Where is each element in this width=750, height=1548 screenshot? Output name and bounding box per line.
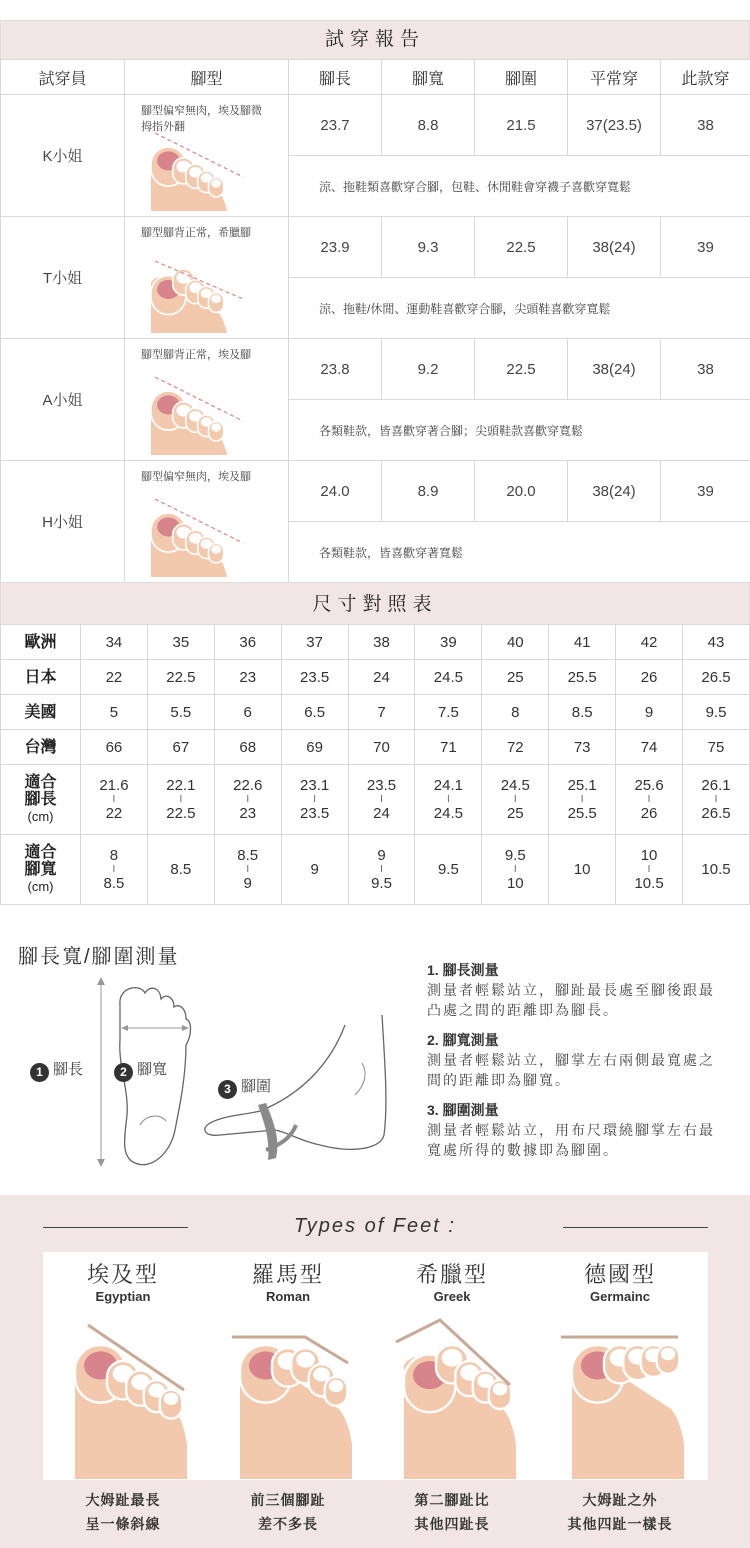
toe-line-icon <box>155 247 275 307</box>
header-this-size: 此款穿 <box>661 60 750 95</box>
label-length-text: 腳長 <box>53 1061 84 1078</box>
fit-value: 9 <box>281 835 348 905</box>
fit-range <box>348 765 415 835</box>
fit-label-unit: (cm) <box>27 879 54 894</box>
this-size: 38 <box>661 339 750 400</box>
foot-type-cell <box>125 339 289 461</box>
foot-width: 9.2 <box>382 339 475 400</box>
tester-name: K小姐 <box>1 95 125 217</box>
range-separator: I <box>714 793 718 805</box>
range-max: 9.5 <box>371 874 392 892</box>
range-min: 24.1 <box>433 776 463 794</box>
number-3-icon: 3 <box>218 1080 237 1099</box>
fit-value: 8.5 <box>147 835 214 905</box>
foot-type-text: 腳型偏窄無肉，埃及腳微拇指外翻 <box>141 105 262 133</box>
header-foot-type: 腳型 <box>125 60 289 95</box>
size-value: 26.5 <box>683 660 750 695</box>
foot-length: 23.9 <box>289 217 382 278</box>
foot-type-illustration <box>75 1345 187 1484</box>
type-name-zh: 希臘型 <box>415 1262 488 1287</box>
step-length-text: 測量者輕鬆站立，腳趾最長處至腳後跟最凸處之間的距離即為腳長。 <box>427 982 715 1018</box>
size-value: 9 <box>616 695 683 730</box>
foot-type-roman <box>208 1262 368 1306</box>
header-girth: 腳圍 <box>475 60 568 95</box>
usual-size: 38(24) <box>568 217 661 278</box>
trial-note: 各類鞋款，皆喜歡穿著合腳；尖頭鞋款喜歡穿寬鬆 <box>289 400 750 461</box>
tester-name: A小姐 <box>1 339 125 461</box>
size-value: 26 <box>616 660 683 695</box>
header-usual-size: 平常穿 <box>568 60 661 95</box>
types-title: Types of Feet : <box>294 1215 456 1237</box>
range-separator: I <box>647 793 651 805</box>
fit-range <box>214 835 281 905</box>
foot-type-cell <box>125 461 289 583</box>
range-min: 22.6 <box>233 776 263 794</box>
range-min: 25.1 <box>567 776 597 794</box>
range-separator: I <box>246 863 250 875</box>
type-desc-line2: 其他四趾長 <box>414 1516 490 1532</box>
size-value: 75 <box>683 730 750 765</box>
range-min: 23.1 <box>300 776 330 794</box>
size-value: 43 <box>683 625 750 660</box>
header-tester: 試穿員 <box>1 60 125 95</box>
size-value: 9.5 <box>683 695 750 730</box>
size-value: 24 <box>348 660 415 695</box>
this-size: 39 <box>661 217 750 278</box>
range-separator: I <box>179 793 183 805</box>
size-value: 68 <box>214 730 281 765</box>
trial-row <box>1 95 750 156</box>
fit-row-label <box>1 765 81 835</box>
type-name-en: Germainc <box>590 1289 650 1304</box>
range-max: 8.5 <box>103 874 125 892</box>
type-description <box>372 1488 532 1536</box>
usual-size: 38(24) <box>568 339 661 400</box>
size-value: 23.5 <box>281 660 348 695</box>
range-max: 22 <box>105 804 123 822</box>
foot-type-egyptian <box>43 1262 203 1306</box>
size-row <box>1 730 750 765</box>
measure-title: 腳長寬/腳圍測量 <box>18 946 180 968</box>
type-desc-line2: 差不多長 <box>258 1516 318 1532</box>
size-value: 36 <box>214 625 281 660</box>
foot-type-illustration <box>572 1345 684 1484</box>
size-value: 74 <box>616 730 683 765</box>
type-desc-line2: 其他四趾一樣長 <box>567 1516 673 1532</box>
label-width-text: 腳寬 <box>137 1061 168 1078</box>
foot-type-illustration <box>240 1345 352 1484</box>
type-desc-line2: 呈一條斜線 <box>85 1516 161 1532</box>
range-separator: I <box>647 863 651 875</box>
size-row <box>1 660 750 695</box>
range-min: 26.1 <box>701 776 731 794</box>
fit-range <box>281 765 348 835</box>
fit-label-line1: 適合 <box>24 774 57 791</box>
fit-length-row <box>1 765 750 835</box>
range-min: 9.5 <box>504 846 526 864</box>
foot-length: 23.8 <box>289 339 382 400</box>
trial-report-title: 試穿報告 <box>0 20 750 60</box>
fit-range <box>616 765 683 835</box>
size-value: 67 <box>147 730 214 765</box>
fit-range <box>415 765 482 835</box>
type-name-zh: 埃及型 <box>86 1262 159 1287</box>
size-value: 22.5 <box>147 660 214 695</box>
foot-type-text: 腳型腳背正常，埃及腳 <box>141 349 251 361</box>
trial-row <box>1 217 750 278</box>
size-row-label: 美國 <box>1 695 81 730</box>
foot-girth: 22.5 <box>475 339 568 400</box>
toe-line-icon <box>155 491 275 551</box>
type-name-en: Greek <box>433 1289 471 1304</box>
size-value: 38 <box>348 625 415 660</box>
size-value: 7.5 <box>415 695 482 730</box>
foot-length: 23.7 <box>289 95 382 156</box>
toe-line-icon <box>155 369 275 429</box>
size-chart-table <box>0 624 750 905</box>
range-min: 23.5 <box>366 776 397 794</box>
range-min: 9 <box>377 846 386 864</box>
size-value: 35 <box>147 625 214 660</box>
foot-girth: 21.5 <box>475 95 568 156</box>
fit-range <box>482 835 549 905</box>
range-separator: I <box>246 793 250 805</box>
range-max: 23 <box>239 804 257 822</box>
size-value: 6 <box>214 695 281 730</box>
header-width: 腳寬 <box>382 60 475 95</box>
foot-type-cell <box>125 217 289 339</box>
step-width-title: 2. 腳寬測量 <box>427 1032 499 1048</box>
tester-name: H小姐 <box>1 461 125 583</box>
type-name-zh: 德國型 <box>583 1262 656 1287</box>
size-value: 70 <box>348 730 415 765</box>
range-separator: I <box>112 793 116 805</box>
size-value: 24.5 <box>415 660 482 695</box>
step-length-title: 1. 腳長測量 <box>427 962 499 978</box>
range-separator: I <box>580 793 584 805</box>
range-min: 21.6 <box>99 776 129 794</box>
range-max: 24 <box>373 804 390 822</box>
foot-length: 24.0 <box>289 461 382 522</box>
fit-label-unit: (cm) <box>27 809 54 824</box>
range-min: 8 <box>109 846 119 864</box>
size-value: 34 <box>81 625 148 660</box>
fit-label-line2: 腳長 <box>24 791 57 808</box>
size-value: 40 <box>482 625 549 660</box>
size-value: 73 <box>549 730 616 765</box>
size-value: 66 <box>81 730 148 765</box>
toe-line-icon <box>155 125 275 185</box>
type-desc-line1: 第二腳趾比 <box>414 1492 490 1508</box>
step-length <box>427 960 727 1020</box>
foot-width: 8.8 <box>382 95 475 156</box>
range-max: 25.5 <box>567 804 597 822</box>
foot-girth: 20.0 <box>475 461 568 522</box>
range-min: 8.5 <box>237 846 259 864</box>
fit-range <box>482 765 549 835</box>
number-1-icon: 1 <box>30 1063 49 1082</box>
size-value: 71 <box>415 730 482 765</box>
size-value: 42 <box>616 625 683 660</box>
trial-note: 涼、拖鞋類喜歡穿合腳，包鞋、休閒鞋會穿襪子喜歡穿寬鬆 <box>289 156 750 217</box>
step-width <box>427 1030 727 1090</box>
label-length <box>30 1058 83 1082</box>
foot-type-cell <box>125 95 289 217</box>
step-width-text: 測量者輕鬆站立，腳掌左右兩側最寬處之間的距離即為腳寬。 <box>427 1052 715 1088</box>
fit-range <box>214 765 281 835</box>
foot-width: 9.3 <box>382 217 475 278</box>
size-value: 22 <box>81 660 148 695</box>
foot-girth: 22.5 <box>475 217 568 278</box>
foot-type-illustration <box>404 1345 516 1484</box>
fit-range <box>348 835 415 905</box>
size-value: 41 <box>549 625 616 660</box>
range-max: 22.5 <box>166 804 196 822</box>
fit-width-row <box>1 835 750 905</box>
range-separator: I <box>380 863 383 875</box>
tester-name: T小姐 <box>1 217 125 339</box>
measure-steps <box>427 960 727 1170</box>
type-desc-line1: 前三個腳趾 <box>250 1492 326 1508</box>
range-max: 23.5 <box>300 804 330 822</box>
step-girth <box>427 1100 727 1160</box>
size-value: 5.5 <box>147 695 214 730</box>
header-length: 腳長 <box>289 60 382 95</box>
type-description <box>540 1488 700 1536</box>
range-max: 26 <box>640 804 658 822</box>
usual-size: 38(24) <box>568 461 661 522</box>
fit-range <box>549 765 616 835</box>
label-girth-text: 腳圍 <box>241 1078 272 1095</box>
range-separator: I <box>447 793 450 805</box>
size-row-label: 日本 <box>1 660 81 695</box>
number-2-icon: 2 <box>114 1063 133 1082</box>
range-max: 24.5 <box>433 804 463 822</box>
type-desc-line1: 大姆趾之外 <box>582 1492 658 1508</box>
range-max: 9 <box>243 874 252 892</box>
trial-note: 各類鞋款，皆喜歡穿著寬鬆 <box>289 522 750 583</box>
size-value: 6.5 <box>281 695 348 730</box>
step-girth-title: 3. 腳圍測量 <box>427 1102 499 1118</box>
this-size: 39 <box>661 461 750 522</box>
fit-range <box>147 765 214 835</box>
range-max: 26.5 <box>701 804 731 822</box>
fit-value: 9.5 <box>415 835 482 905</box>
range-min: 25.6 <box>634 776 664 794</box>
foot-width: 8.9 <box>382 461 475 522</box>
size-value: 23 <box>214 660 281 695</box>
size-value: 69 <box>281 730 348 765</box>
range-separator: I <box>380 793 383 805</box>
foot-type-text: 腳型偏窄無肉，埃及腳 <box>141 471 251 483</box>
type-description <box>208 1488 368 1536</box>
type-description <box>43 1488 203 1536</box>
size-value: 8 <box>482 695 549 730</box>
size-row <box>1 625 750 660</box>
trial-note: 涼、拖鞋/休閒、運動鞋喜歡穿合腳，尖頭鞋喜歡穿寬鬆 <box>289 278 750 339</box>
trial-report-table <box>0 59 750 583</box>
types-of-feet-section <box>0 1195 750 1548</box>
trial-row <box>1 461 750 522</box>
range-max: 10 <box>506 874 524 892</box>
foot-type-german <box>540 1262 700 1306</box>
fit-range <box>81 765 148 835</box>
type-name-zh: 羅馬型 <box>251 1262 324 1287</box>
range-max: 10.5 <box>634 874 664 892</box>
trial-row <box>1 339 750 400</box>
trial-header-row <box>1 60 750 95</box>
label-width <box>114 1058 167 1082</box>
fit-value: 10 <box>549 835 616 905</box>
step-girth-text: 測量者輕鬆站立，用布尺環繞腳掌左右最寬處所得的數據即為腳圍。 <box>427 1122 715 1158</box>
usual-size: 37(23.5) <box>568 95 661 156</box>
size-value: 8.5 <box>549 695 616 730</box>
size-value: 25.5 <box>549 660 616 695</box>
type-name-en: Roman <box>265 1289 311 1304</box>
fit-range <box>81 835 148 905</box>
fit-range <box>683 765 750 835</box>
range-separator: I <box>313 793 316 805</box>
fit-range <box>616 835 683 905</box>
range-separator: I <box>513 793 517 805</box>
size-value: 72 <box>482 730 549 765</box>
range-min: 22.1 <box>166 776 196 794</box>
this-size: 38 <box>661 95 750 156</box>
size-row-label: 台灣 <box>1 730 81 765</box>
size-value: 39 <box>415 625 482 660</box>
fit-label-line2: 腳寬 <box>24 861 57 878</box>
type-desc-line1: 大姆趾最長 <box>85 1492 161 1508</box>
size-value: 7 <box>348 695 415 730</box>
foot-type-text: 腳型腳背正常，希臘腳 <box>141 227 251 239</box>
foot-type-greek <box>372 1262 532 1306</box>
range-min: 10 <box>640 846 658 864</box>
fit-label-line1: 適合 <box>24 844 57 861</box>
range-separator: I <box>112 863 116 875</box>
size-value: 37 <box>281 625 348 660</box>
size-value: 25 <box>482 660 549 695</box>
range-min: 24.5 <box>500 776 530 794</box>
size-value: 5 <box>81 695 148 730</box>
type-name-en: Egyptian <box>95 1289 151 1304</box>
range-max: 25 <box>506 804 524 822</box>
fit-value: 10.5 <box>683 835 750 905</box>
fit-row-label <box>1 835 81 905</box>
size-chart-title: 尺寸對照表 <box>0 582 750 625</box>
size-row <box>1 695 750 730</box>
range-separator: I <box>513 863 517 875</box>
size-row-label: 歐洲 <box>1 625 81 660</box>
label-girth <box>218 1075 271 1099</box>
